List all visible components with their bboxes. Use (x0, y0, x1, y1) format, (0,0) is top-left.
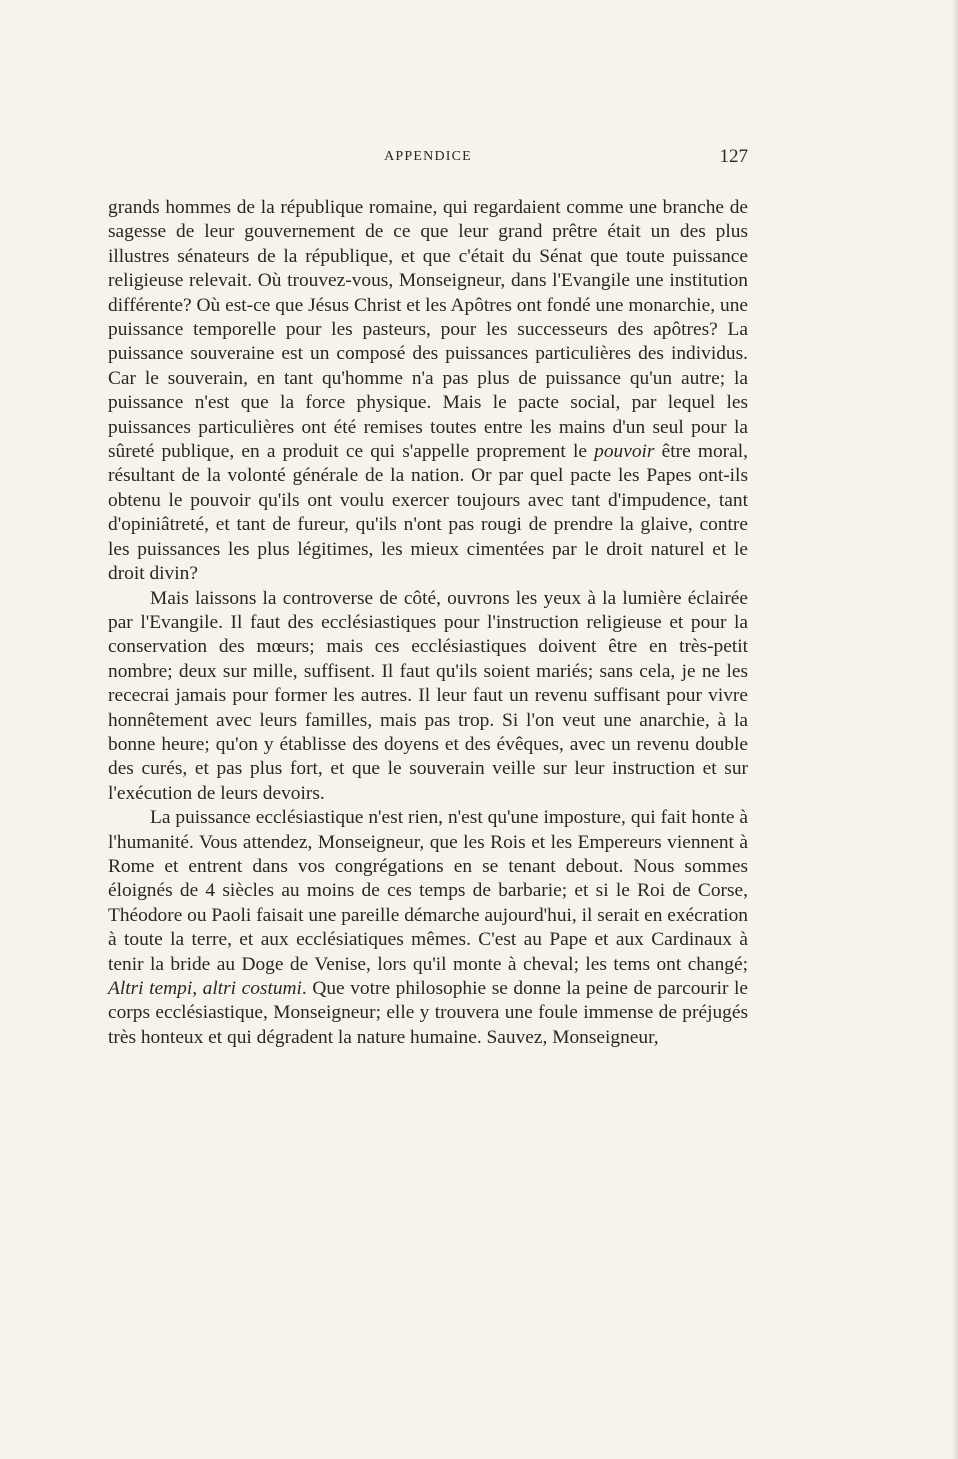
paragraph-3-text-1: La puissance ecclésiastique n'est rien, n'est qu'une imposture, qui fait honte à l'humanité. Vous attendez, Monseigneur, que les Rois et les Empereurs viennent à Rome et entrent dans vos congrégations en se tenant debout. Nous sommes éloignés de 4 siècles au moins de ces temps de barbarie; et si le Roi de Corse, Théodore ou Paoli faisait une pareille démarche aujourd'hui, il serait en exécration à toute la terre, et aux ecclésiatiques mêmes. C'est au Pape et aux Cardinaux à tenir la bride au Doge de Venise, lors qu'il monte à cheval; les tems ont changé; (108, 807, 748, 975)
paragraph-3-text-2: . Que votre philosophie se donne la peine de parcourir le corps ecclésiastique, Monseigneur; elle y trouvera une foule immense de préjugés très honteux et qui dégradent la nature humaine. Sauvez, Monseigneur, (108, 978, 748, 1048)
page-edge-shadow (952, 0, 958, 1459)
body-text (108, 196, 748, 1050)
running-title: APPENDICE (384, 149, 472, 164)
paragraph-1-text-1: grands hommes de la république romaine, qui regardaient comme une branche de sagesse de leur gouvernement de ce que leur grand prêtre était un des plus illustres sénateurs de la république, et que c'était du Sénat que toute puissance religieuse relevait. Où trouvez-vous, Monseigneur, dans l'Evangile une institution différente? Où est-ce que Jésus Christ et les Apôtres ont fondé une monarchie, une puissance temporelle pour les pasteurs, pour les successeurs des apôtres? La puissance souveraine est un composé des puissances particulières des individus. Car le souverain, en tant qu'homme n'a pas plus de puissance qu'un autre; la puissance n'est que la force physique. Mais le pacte social, par lequel les puissances particulières ont été remises toutes entre les mains d'un seul pour la sûreté publique, en a produit ce qui s'appelle proprement le (108, 197, 748, 463)
paragraph-1-italic-pouvoir: pouvoir (594, 441, 655, 463)
page-number: 127 (719, 146, 748, 167)
paragraph-1 (108, 196, 748, 587)
paragraph-2-text-1: Mais laissons la controverse de côté, ouvrons les yeux à la lumière éclairée par l'Evangile. Il faut des ecclésiastiques pour l'instruction religieuse et pour la conservation des mœurs; mais ces ecclésiastiques doivent être en très-petit nombre; deux sur mille, suffisent. Il faut qu'ils soient mariés; sans cela, je ne les rececrai jamais pour former les autres. Il leur faut un revenu suffisant pour vivre honnêtement avec leurs familles, mais pas trop. Si l'on veut une anarchie, à la bonne heure; qu'on y établisse des doyens et des évêques, avec un revenu double des curés, et pas plus fort, et que le souverain veille sur leur instruction et sur l'exécution de leurs devoirs. (108, 587, 748, 804)
running-head (108, 146, 748, 172)
paragraph-1-text-2: être moral, résultant de la volonté générale de la nation. Or par quel pacte les Papes ont-ils obtenu le pouvoir qu'ils ont voulu exercer toujours avec tant d'impudence, tant d'opiniâtreté, et tant de fureur, qu'ils n'ont pas rougi de prendre la glaive, contre les puissances les plus légitimes, les mieux cimentées par le droit naturel et le droit divin? (108, 441, 748, 585)
paragraph-3 (108, 806, 748, 1050)
paragraph-3-italic-altri-tempi: Altri tempi, altri costumi (108, 978, 302, 999)
paragraph-2 (108, 587, 748, 807)
